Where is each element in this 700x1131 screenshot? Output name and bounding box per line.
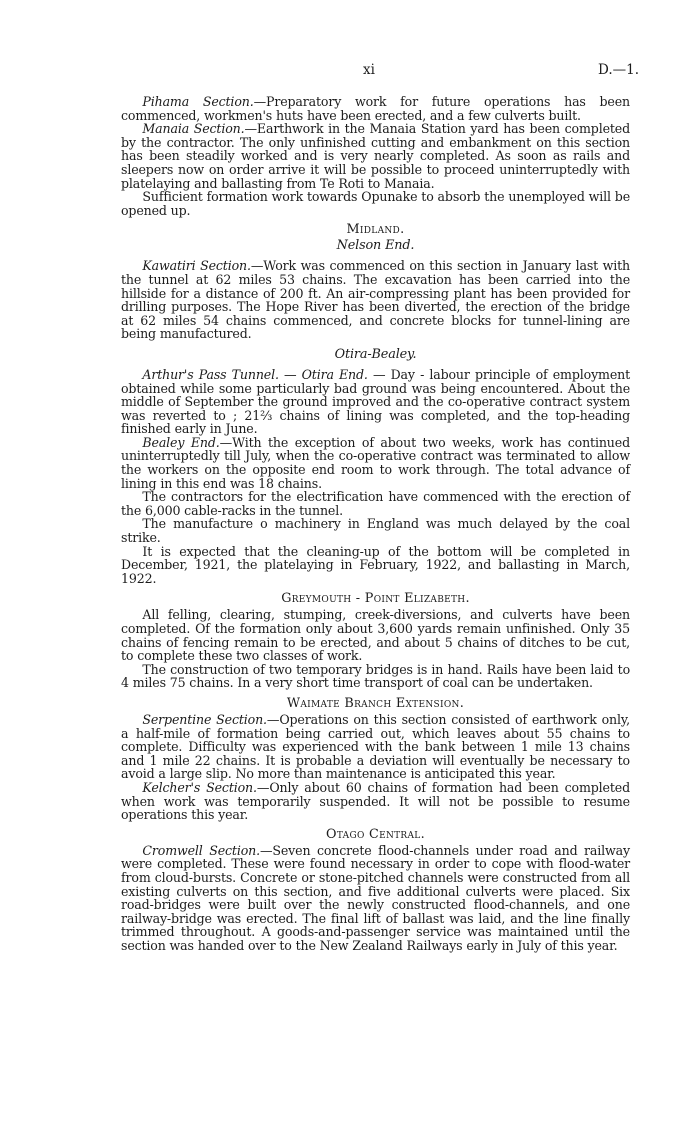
- machinery-paragraph: The manufacture o machinery in England was much delayed by the coal strike.: [121, 516, 630, 546]
- report-body: [121, 95, 630, 952]
- cromwell-text: —Seven concrete flood-channels under road and railway were completed. These were found necessary in order to cope with flood-water from cloud-bursts. Concrete or stone-pitched channels were constructed from all existing culverts on this section, and five additional culverts were placed. Six road-bridges were built over the newly constructed flood-channels, and one railway-bridge was erected. The final lift of ballast was laid, and the line finally trimmed throughout. A goods-and-passenger service was maintained until the section was handed over to the New Zealand Railways early in July of this year.: [121, 842, 630, 953]
- kelcher-title: Kelcher's Section.: [142, 779, 257, 795]
- serpentine-title: Serpentine Section.: [142, 711, 267, 727]
- pihama-text: —Preparatory work for future operations has been commenced, workmen's huts have been erected, and a few culverts built.: [121, 94, 630, 123]
- kawatiri-paragraph: [121, 259, 630, 341]
- document-reference: D.—1.: [598, 62, 640, 78]
- kawatiri-title: Kawatiri Section.: [142, 258, 251, 274]
- otago-central-heading: Otago Central.: [326, 826, 425, 842]
- manaia-text: —Earthwork in the Manaia Station yard has been completed by the contractor. The only unfinished cutting and embankment on this section has been steadily worked and is very nearly completed. As soon as rails and sleepers now on order arrive it will be possible to proceed uninterruptedly with platelaying and ballasting from Te Roti to Manaia.: [121, 121, 630, 191]
- completion-paragraph: It is expected that the cleaning-up of the bottom will be completed in December, 1921, the platelaying in February, 1922, and ballasting in March, 1922.: [121, 543, 630, 586]
- kelcher-paragraph: [121, 781, 630, 822]
- kawatiri-text: —Work was commenced on this section in January last with the tunnel at 62 miles 53 chains. The excavation has been carried into the hillside for a distance of 200 ft. An air-compressing plant has been provided for drilling purposes. The Hope River has been diverted, the erection of the bridge at 62 miles 54 chains commenced, and concrete blocks for tunnel-lining are being manufactured.: [121, 258, 630, 342]
- cromwell-paragraph: [121, 844, 630, 953]
- bealey-end-title: Bealey End.: [142, 434, 220, 450]
- page-number: xi: [363, 62, 375, 78]
- greymouth-paragraph-2: The construction of two temporary bridges is in hand. Rails have been laid to 4 miles 75 chains. In a very short time transport of coal can be undertaken.: [121, 661, 630, 691]
- serpentine-paragraph: [121, 713, 630, 781]
- greymouth-heading: Greymouth - Point Elizabeth.: [281, 591, 470, 607]
- otira-bealey-subheading: Otira-Bealey.: [334, 346, 417, 362]
- arthurs-pass-text: — Day - labour principle of employment obtained while some particularly bad ground was being encountered. About the middle of September the ground improved and the co-operative contract system was reverted to ; 21⅔ chains of lining was completed, and the top-heading finished early in June.: [121, 366, 630, 437]
- page-header: [0, 62, 700, 80]
- bealey-end-paragraph: [121, 436, 630, 490]
- bealey-end-text: —With the exception of about two weeks, work has continued uninterruptedly till July, when the co-operative contract was terminated to allow the workers on the opposite end room to work through. The total advance of lining in this end was 18 chains.: [121, 434, 630, 491]
- kelcher-text: —Only about 60 chains of formation had been completed when work was temporarily suspended. It will not be possible to resume operations this year.: [121, 779, 630, 823]
- manaia-title: Manaia Section.: [142, 121, 245, 137]
- pihama-paragraph: [121, 95, 630, 122]
- arthurs-pass-paragraph: [121, 368, 630, 436]
- waimate-heading: Waimate Branch Extension.: [286, 695, 465, 711]
- opunake-paragraph: Sufficient formation work towards Opunake to absorb the unemployed will be opened up.: [121, 189, 630, 218]
- serpentine-text: —Operations on this section consisted of earthwork only, a half-mile of formation being carried out, which leaves about 55 chains to complete. Difficulty was experienced with the bank between 1 mile 13 chains and 1 mile 22 chains. It is probable a deviation will eventually be necessary to avoid a large slip. No more than maintenance is anticipated this year.: [121, 711, 630, 782]
- arthurs-pass-title: Arthur's Pass Tunnel. — Otira End.: [142, 366, 368, 382]
- midland-heading: Midland.: [346, 222, 405, 238]
- electrification-paragraph: The contractors for the electrification have commenced with the erection of the 6,000 cable-racks in the tunnel.: [121, 489, 630, 518]
- cromwell-title: Cromwell Section.: [142, 842, 260, 858]
- manaia-paragraph: [121, 122, 630, 190]
- nelson-end-subheading: Nelson End.: [336, 238, 415, 254]
- greymouth-paragraph-1: All felling, clearing, stumping, creek-diversions, and culverts have been completed. Of the formation only about 3,600 yards remain unfinished. Only 35 chains of fencing remain to be erected, and about 5 chains of ditches to be cut, to complete these two classes of work.: [121, 607, 630, 664]
- pihama-title: Pihama Section.: [142, 94, 254, 109]
